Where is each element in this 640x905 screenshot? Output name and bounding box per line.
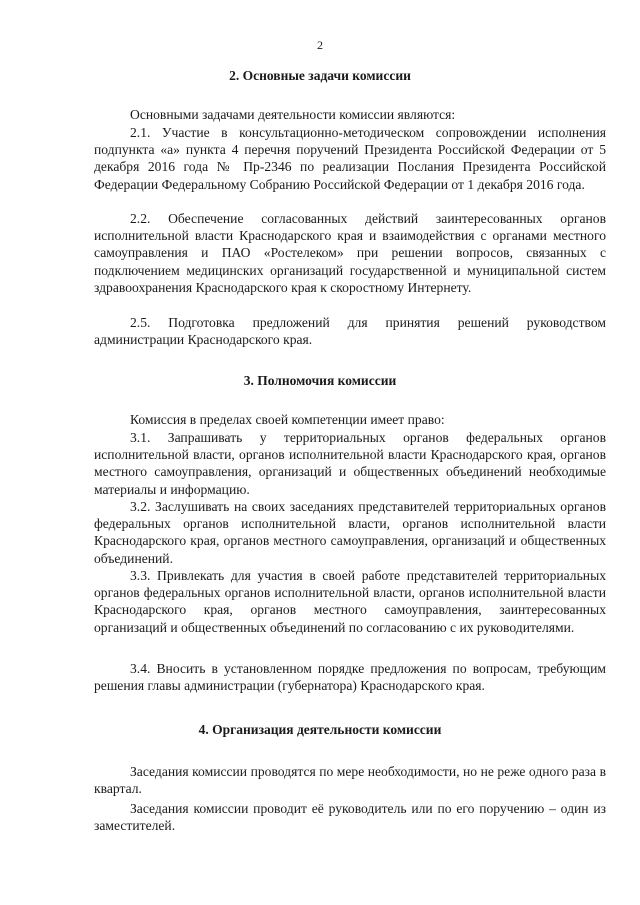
section-2-item-2: 2.2. Обеспечение согласованных действий заинтересованных органов исполнительной власти Краснодарского края и взаимодействия с органами местного самоуправления и ПАО «Ростелеком» при решении вопросов, связанных с подключением медицинских организаций государственной и муниципальной систем здравоохранения Краснодарского края к скоростному Интернету.	[94, 211, 606, 295]
section-3-item-2: 3.2. Заслушивать на своих заседаниях представителей территориальных органов федеральных органов исполнительной власти, органов исполнительной власти Краснодарского края, органов местного самоуправления, организаций и общественных объединений.	[94, 499, 606, 566]
section-3-intro: Комиссия в пределах своей компетенции имеет право:	[130, 412, 445, 427]
section-2-item-3: 2.5. Подготовка предложений для принятия решений руководством администрации Краснодарского края.	[94, 315, 606, 348]
section-4-heading: 4. Организация деятельности комиссии	[198, 722, 442, 737]
page-number: 2	[317, 38, 323, 52]
section-2-heading: 2. Основные задачи комиссии	[229, 68, 411, 83]
section-3-item-3: 3.3. Привлекать для участия в своей работе представителей территориальных органов федеральных органов исполнительной власти, органов исполнительной власти Краснодарского края, органов местного самоуправления, заинтересованных организаций и общественных объединений по согласованию с их руководителями.	[94, 568, 606, 635]
section-3-item-1: 3.1. Запрашивать у территориальных органов федеральных органов исполнительной власти, органов исполнительной власти Краснодарского края, органов местного самоуправления, организаций и общественных объединений необходимые материалы и информацию.	[94, 430, 606, 497]
section-2-item-1: 2.1. Участие в консультационно-методическом сопровождении исполнения подпункта «а» пункта 4 перечня поручений Президента Российской Федерации от 5 декабря 2016 года № Пр-2346 по реализации Послания Президента Российской Федерации Федеральному Собранию Российской Федерации от 1 декабря 2016 года.	[94, 125, 606, 192]
section-3-heading: 3. Полномочия комиссии	[243, 373, 397, 388]
section-3-item-4: 3.4. Вносить в установленном порядке предложения по вопросам, требующим решения главы администрации (губернатора) Краснодарского края.	[94, 661, 606, 694]
section-4-para-1: Заседания комиссии проводятся по мере необходимости, но не реже одного раза в квартал.	[94, 764, 606, 797]
section-4-para-2: Заседания комиссии проводит её руководитель или по его поручению – один из заместителей.	[94, 801, 606, 834]
section-2-intro: Основными задачами деятельности комиссии являются:	[130, 107, 456, 122]
